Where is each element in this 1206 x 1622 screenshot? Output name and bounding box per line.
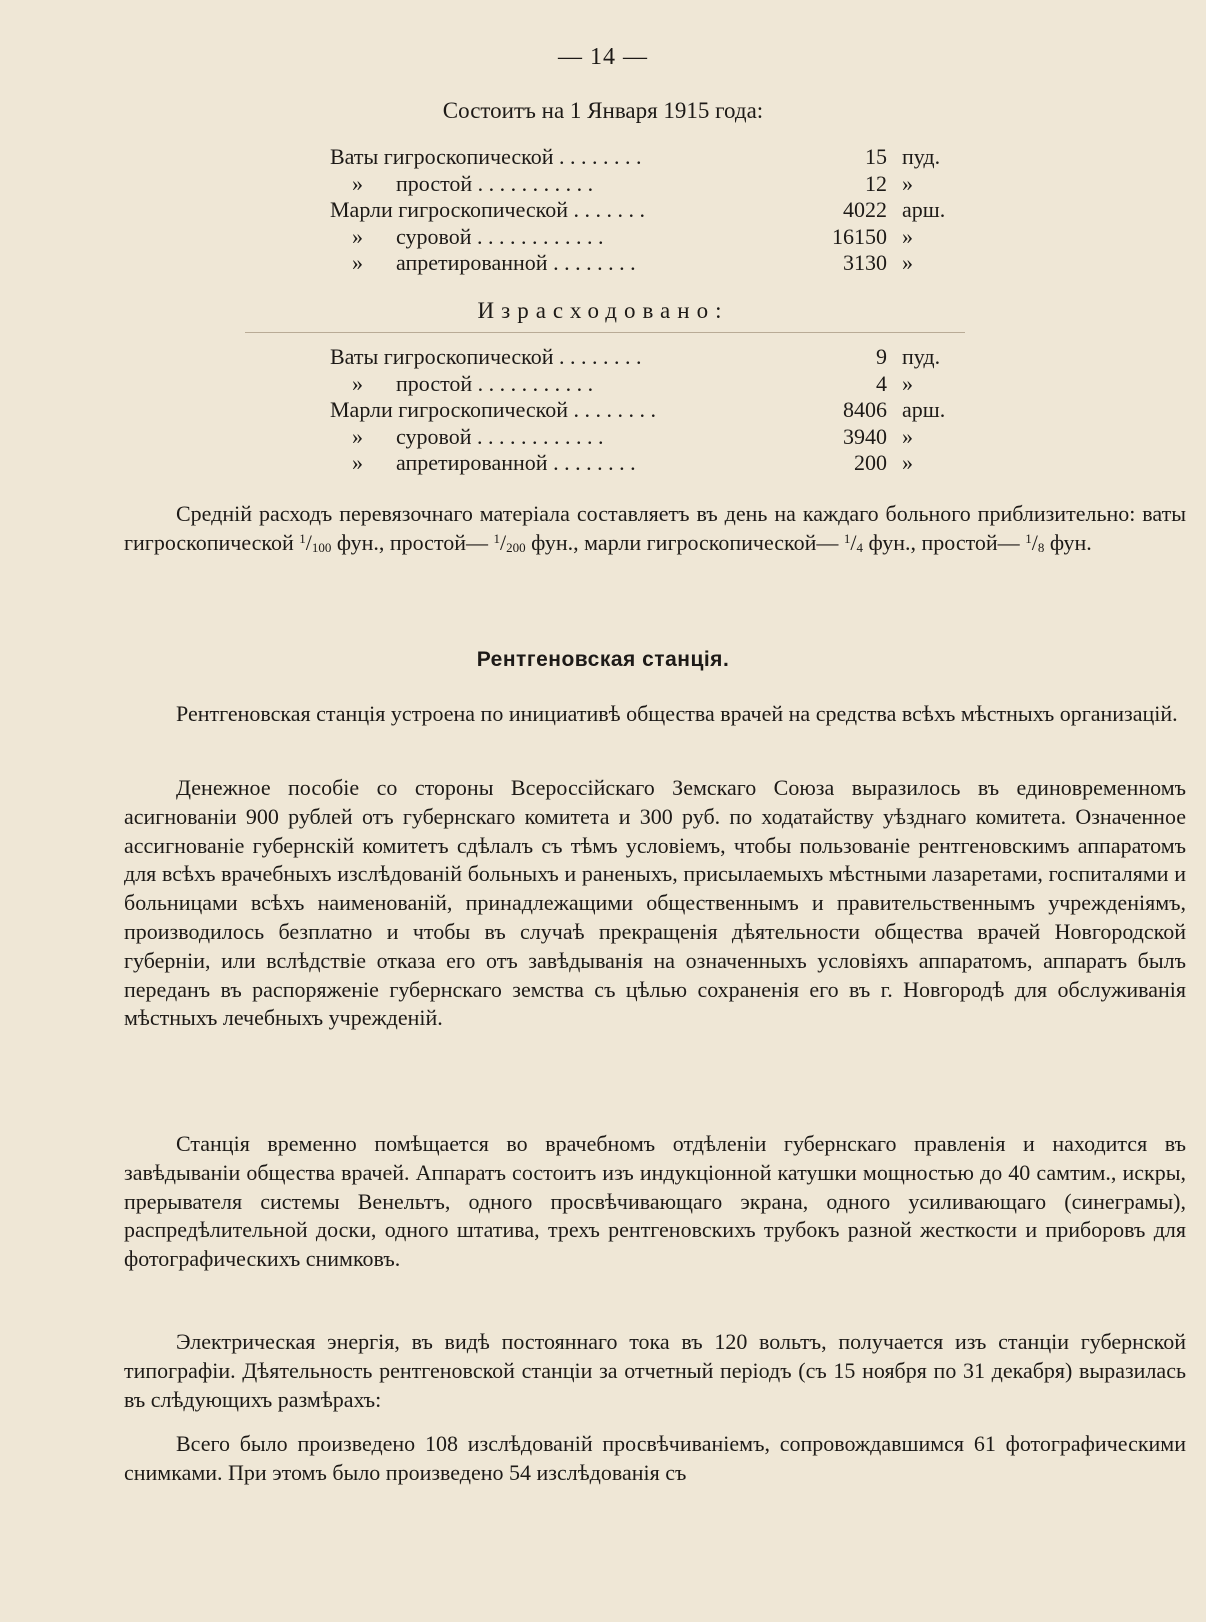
row-label: Марли гигроскопической . . . . . . . . bbox=[330, 397, 657, 422]
stock-table bbox=[330, 144, 970, 277]
row-unit: » bbox=[902, 170, 913, 196]
row-label: Ваты гигроскопической . . . . . . . . bbox=[330, 344, 642, 369]
row-unit: » bbox=[902, 250, 913, 275]
ditto-mark: » bbox=[352, 170, 363, 196]
divider bbox=[245, 332, 965, 333]
ditto-mark: » bbox=[352, 450, 363, 475]
row-label: простой . . . . . . . . . . . bbox=[396, 370, 594, 396]
ditto-mark: » bbox=[352, 250, 363, 275]
row-value: 8406 bbox=[843, 397, 887, 422]
row-value: 200 bbox=[854, 450, 887, 475]
row-unit: арш. bbox=[902, 397, 946, 422]
section-title: Рентгеновская станцiя. bbox=[476, 648, 730, 671]
row-value: 9 bbox=[876, 344, 887, 369]
row-unit: » bbox=[902, 370, 913, 396]
row-label: суровой . . . . . . . . . . . . bbox=[396, 223, 604, 249]
ditto-mark: » bbox=[352, 223, 363, 249]
row-unit: » bbox=[902, 223, 913, 249]
paragraph: Всего было произведено 108 изслѣдованiй просвѣчиванiемъ, сопровождавшимся 61 фотографическими снимками. При этомъ было произведено 54 изслѣдованiя съ bbox=[124, 1431, 1186, 1485]
row-value: 12 bbox=[865, 170, 887, 196]
table-row bbox=[330, 197, 970, 224]
average-consumption-paragraph: Среднiй расходъ перевязочнаго матерiала составляетъ въ день на каждаго больного приблизительно: ваты гигроскопической $^1/_{100}$ фун., простой— $^1/_{200}$ фун., марли гигроскопической— $^1/_4$ фун., простой— $^1/_8$ фун. bbox=[124, 501, 1186, 555]
table-row bbox=[330, 171, 970, 198]
row-unit: пуд. bbox=[902, 144, 941, 169]
paragraph: Электрическая энергiя, въ видѣ постояннаго тока въ 120 вольтъ, получается изъ станцiи губернской типографiи. Дѣятельность рентгеновской станцiи за отчетный перiодъ (съ 15 ноября по 31 декабря) выразилась въ слѣдующихъ размѣрахъ: bbox=[124, 1329, 1186, 1412]
table-row bbox=[330, 371, 970, 398]
spent-table bbox=[330, 344, 970, 477]
row-value: 4022 bbox=[843, 197, 887, 222]
ditto-mark: » bbox=[352, 423, 363, 449]
row-label: Марли гигроскопической . . . . . . . bbox=[330, 197, 646, 222]
row-label: апретированной . . . . . . . . bbox=[396, 250, 636, 275]
row-value: 3130 bbox=[843, 250, 887, 275]
paragraph: Станцiя временно помѣщается во врачебномъ отдѣленiи губернскаго правленiя и находится въ завѣдыванiи общества врачей. Аппаратъ состоитъ изъ индукцiонной катушки мощностью до 40 самтим., искры, прерывателя системы Венельтъ, одного просвѣчивающаго экрана, одного усиливающаго (синеграмы), распредѣлительной доски, одного штатива, трехъ рентгеновскихъ трубокъ разной жесткости и приборовъ для фотографическихъ снимковъ. bbox=[124, 1131, 1186, 1272]
spent-heading: Израсходовано: bbox=[477, 298, 729, 323]
row-label: простой . . . . . . . . . . . bbox=[396, 170, 594, 196]
row-unit: » bbox=[902, 450, 913, 475]
paragraph: Рентгеновская станцiя устроена по инициативѣ общества врачей на средства всѣхъ мѣстныхъ организацiй. bbox=[176, 701, 1178, 726]
row-unit: арш. bbox=[902, 197, 946, 222]
row-label: Ваты гигроскопической . . . . . . . . bbox=[330, 144, 642, 169]
table-row bbox=[330, 250, 970, 277]
row-value: 3940 bbox=[843, 423, 887, 449]
ditto-mark: » bbox=[352, 370, 363, 396]
row-label: апретированной . . . . . . . . bbox=[396, 450, 636, 475]
row-value: 15 bbox=[865, 144, 887, 169]
table-row bbox=[330, 344, 970, 371]
row-label: суровой . . . . . . . . . . . . bbox=[396, 423, 604, 449]
table-row bbox=[330, 450, 970, 477]
paragraph: Денежное пособiе со стороны Всероссiйскаго Земскаго Союза выразилось въ единовременномъ асигнованiи 900 рублей отъ губернскаго комитета и 300 руб. по ходатайству уѣзднаго комитета. Означенное ассигнованiе губернскiй комитетъ сдѣлалъ съ тѣмъ условiемъ, чтобы пользованiе рентгеновскимъ аппаратомъ для всѣхъ врачебныхъ изслѣдованiй больныхъ и раненыхъ, присылаемыхъ мѣстными лазаретами, госпиталями и больницами всѣхъ наименованiй, принадлежащими общественнымъ и правительственнымъ учрежденiямъ, производилось безплатно и чтобы въ случаѣ прекращенiя дѣятельности общества врачей Новгородской губернiи, или вслѣдствiе отказа его отъ завѣдыванiя на означенныхъ условiяхъ аппаратомъ, аппаратъ былъ переданъ въ распоряженiе губернскаго земства съ цѣлью сохраненiя его въ г. Новгородѣ для обслуживанiя мѣстныхъ лечебныхъ учрежденiй. bbox=[124, 775, 1186, 1031]
table-row bbox=[330, 424, 970, 451]
row-unit: пуд. bbox=[902, 344, 941, 369]
table-row bbox=[330, 224, 970, 251]
row-unit: » bbox=[902, 423, 913, 449]
table-row bbox=[330, 397, 970, 424]
page-number: — 14 — bbox=[558, 44, 648, 70]
row-value: 16150 bbox=[832, 223, 887, 249]
row-value: 4 bbox=[876, 370, 887, 396]
stock-heading: Состоитъ на 1 Января 1915 года: bbox=[442, 98, 764, 123]
table-row bbox=[330, 144, 970, 171]
